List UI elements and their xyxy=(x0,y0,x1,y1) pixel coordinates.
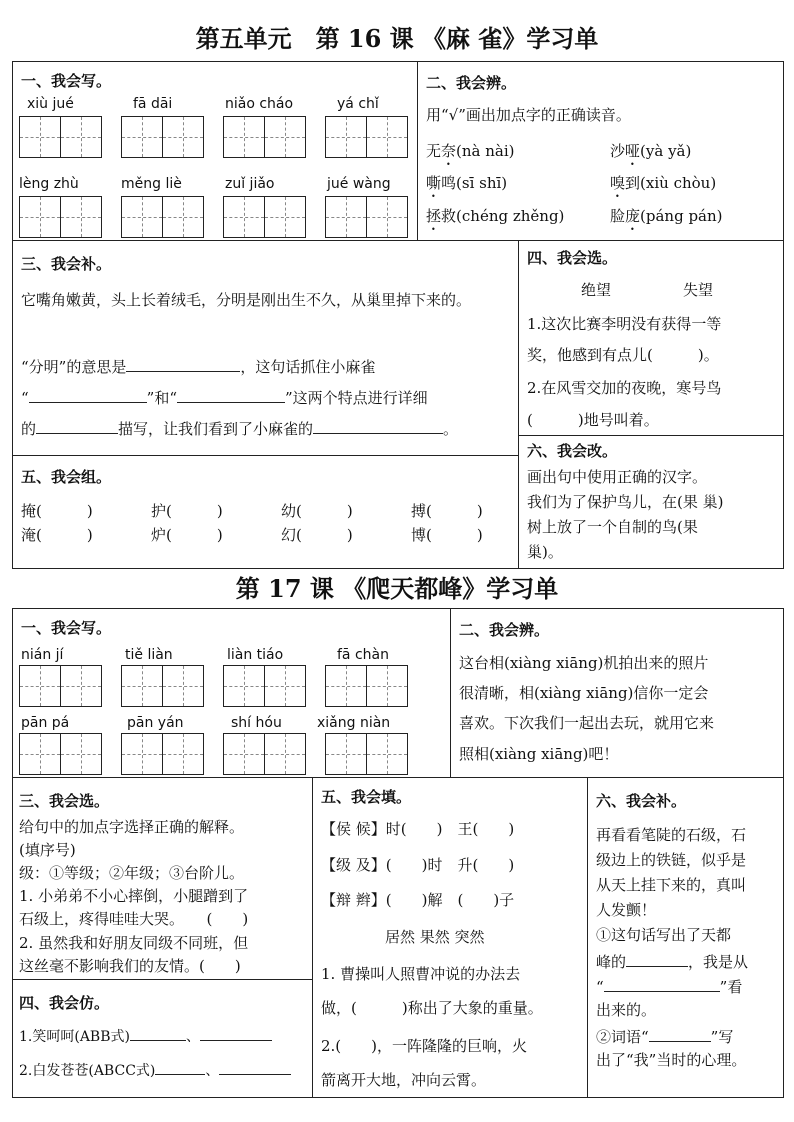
pinyin-choice[interactable] xyxy=(426,142,515,169)
l16-correct-heading: 六、我会改。 xyxy=(527,442,618,460)
fill-line xyxy=(21,356,375,376)
pinyin: xiǎng niàn xyxy=(317,715,391,731)
pinyin: fā chàn xyxy=(337,647,389,663)
question[interactable]: 奖，他感到有点儿( )。 xyxy=(527,346,719,364)
answer-blank[interactable] xyxy=(200,1026,272,1041)
pinyin: nián jí xyxy=(21,647,64,663)
writing-grid[interactable] xyxy=(325,196,367,238)
word-group[interactable]: 博( ) xyxy=(411,526,483,544)
writing-grid[interactable] xyxy=(162,196,204,238)
pinyin-choice[interactable] xyxy=(610,174,716,201)
pinyin-options: (yà yǎ) xyxy=(640,142,692,160)
answer-blank[interactable] xyxy=(177,387,285,403)
writing-grid[interactable] xyxy=(223,665,265,707)
pinyin: tiě liàn xyxy=(125,647,173,663)
l16-write-heading: 一、我会写。 xyxy=(21,72,112,90)
writing-grid[interactable] xyxy=(325,116,367,158)
fill-line xyxy=(21,387,428,407)
writing-grid[interactable] xyxy=(366,733,408,775)
line[interactable]: 做，( )称出了大象的重量。 xyxy=(321,999,543,1017)
word-part: 无 xyxy=(426,142,442,160)
fill-line xyxy=(21,418,458,438)
answer-blank[interactable] xyxy=(626,951,688,967)
pinyin-options: (nà nài) xyxy=(456,142,515,160)
writing-grid[interactable] xyxy=(223,733,265,775)
fill-line xyxy=(596,976,742,996)
l17-choose-heading: 三、我会选。 xyxy=(19,792,110,810)
writing-grid[interactable] xyxy=(325,733,367,775)
text: ，我是从 xyxy=(688,953,749,971)
text: “ xyxy=(596,978,604,996)
line[interactable]: 这台相(xiàng xiāng)机拍出来的照片 xyxy=(459,654,709,672)
writing-grid[interactable] xyxy=(162,665,204,707)
word-group[interactable]: 搏( ) xyxy=(411,502,483,520)
word-part: 沙 xyxy=(610,142,626,160)
l16-write-section xyxy=(12,61,418,241)
word-part: 到 xyxy=(625,174,641,192)
word-group[interactable]: 护( ) xyxy=(151,502,223,520)
text: ”写 xyxy=(710,1028,734,1046)
writing-grid[interactable] xyxy=(162,733,204,775)
lesson17-title: 第 17 课 《爬天都峰》学习单 xyxy=(235,574,559,603)
pinyin-choice[interactable] xyxy=(426,207,564,234)
pinyin: shí hóu xyxy=(231,715,282,731)
text: 峰的 xyxy=(596,953,627,971)
word-group[interactable]: 淹( ) xyxy=(21,526,93,544)
l17-distinguish-heading: 二、我会辨。 xyxy=(459,621,550,639)
word-group[interactable]: 幻( ) xyxy=(281,526,353,544)
l17-write-heading: 一、我会写。 xyxy=(21,619,112,637)
pinyin-choice[interactable] xyxy=(610,207,723,234)
answer-blank[interactable] xyxy=(126,356,240,372)
pinyin: pān yán xyxy=(127,715,184,731)
word-group[interactable]: 幼( ) xyxy=(281,502,353,520)
word-part: 鸣 xyxy=(441,174,457,192)
l16-choose-section xyxy=(518,240,784,436)
dotted-char: 奈 xyxy=(441,142,457,160)
line: 出来的。 xyxy=(596,1001,657,1019)
l17-fill-heading: 五、我会填。 xyxy=(321,788,412,806)
pinyin: liàn tiáo xyxy=(227,647,284,663)
writing-grid[interactable] xyxy=(19,733,61,775)
line: 出了“我”当时的心理。 xyxy=(596,1051,747,1069)
writing-grid[interactable] xyxy=(60,665,102,707)
writing-grid[interactable] xyxy=(366,665,408,707)
lesson16-title: 第五单元 第 16 课 《麻 雀》学习单 xyxy=(195,24,599,53)
writing-grid[interactable] xyxy=(366,116,408,158)
dotted-char: 嘶 xyxy=(426,174,442,192)
answer-blank[interactable] xyxy=(36,418,118,434)
writing-grid[interactable] xyxy=(19,116,61,158)
l17-supplement-heading: 六、我会补。 xyxy=(596,792,687,810)
fill-row[interactable]: 【侯 候】时( ) 王( ) xyxy=(321,820,515,838)
pinyin: niǎo cháo xyxy=(225,96,294,112)
answer-blank[interactable] xyxy=(219,1060,291,1075)
word-group[interactable]: 掩( ) xyxy=(21,502,93,520)
l16-group-heading: 五、我会组。 xyxy=(21,468,112,486)
text: ②词语“ xyxy=(596,1028,649,1046)
writing-grid[interactable] xyxy=(19,196,61,238)
writing-grid[interactable] xyxy=(325,665,367,707)
passage: 它嘴角嫩黄，头上长着绒毛，分明是刚出生不久，从巢里掉下来的。 xyxy=(21,291,472,309)
imitate-q2 xyxy=(19,1060,291,1080)
line: 1. 小弟弟不小心摔倒，小腿蹭到了 xyxy=(19,887,249,905)
line: 人发颤！ xyxy=(596,901,657,919)
writing-grid[interactable] xyxy=(264,665,306,707)
text: 的 xyxy=(21,420,37,438)
writing-grid[interactable] xyxy=(264,733,306,775)
fill-row[interactable]: 【级 及】( )时 升( ) xyxy=(321,856,515,874)
line: 1. 曹操叫人照曹冲说的办法去 xyxy=(321,965,521,983)
text: ”这两个特点进行详细 xyxy=(285,389,428,407)
text: ”看 xyxy=(719,978,743,996)
l16-group-section xyxy=(12,455,519,569)
writing-grid[interactable] xyxy=(264,116,306,158)
pinyin: měng liè xyxy=(121,176,182,192)
writing-grid[interactable] xyxy=(19,665,61,707)
line[interactable]: 巢)。 xyxy=(527,543,563,561)
text: ，这句话抓住小麻雀 xyxy=(240,358,376,376)
pinyin-options: (chéng zhěng) xyxy=(456,207,565,225)
pinyin: zuǐ jiǎo xyxy=(225,176,275,192)
answer-blank[interactable] xyxy=(313,418,443,434)
line: (填序号) xyxy=(19,841,76,859)
pinyin-choice[interactable] xyxy=(426,174,507,201)
text: 2.白发苍苍(ABCC式) xyxy=(19,1063,156,1079)
l17-fill-section xyxy=(312,777,588,1098)
pinyin-options: (páng pán) xyxy=(640,207,723,225)
imitate-q1 xyxy=(19,1026,272,1046)
line[interactable]: 树上放了一个自制的鸟(果 xyxy=(527,518,698,536)
pinyin: lèng zhù xyxy=(19,176,79,192)
dotted-char: 庞 xyxy=(625,207,641,225)
word-group[interactable]: 炉( ) xyxy=(151,526,223,544)
pinyin-choice[interactable] xyxy=(610,142,691,169)
answer-blank[interactable] xyxy=(29,387,147,403)
text: 描写，让我们看到了小麻雀的 xyxy=(118,420,314,438)
l16-distinguish-heading: 二、我会辨。 xyxy=(426,74,517,92)
pinyin: jué wàng xyxy=(327,176,391,192)
writing-grid[interactable] xyxy=(162,116,204,158)
writing-grid[interactable] xyxy=(121,665,163,707)
text: “ xyxy=(21,389,29,407)
writing-grid[interactable] xyxy=(264,196,306,238)
line: 级：①等级；②年级；③台阶儿。 xyxy=(19,864,245,882)
dotted-char: 嗅 xyxy=(610,174,626,192)
writing-grid[interactable] xyxy=(121,196,163,238)
l16-complete-section xyxy=(12,240,519,456)
writing-grid[interactable] xyxy=(60,116,102,158)
line[interactable]: 石级上，疼得哇哇大哭。 ( ) xyxy=(19,910,249,928)
question: 1.这次比赛李明没有获得一等 xyxy=(527,315,722,333)
line[interactable]: 很清晰，相(xiàng xiāng)信你一定会 xyxy=(459,684,709,702)
text: 。 xyxy=(443,420,459,438)
word-part: 救 xyxy=(441,207,457,225)
line: ①这句话写出了天都 xyxy=(596,926,732,944)
text: ”和“ xyxy=(146,389,178,407)
l17-supplement-section xyxy=(587,777,784,1098)
line: 喜欢。下次我们一起出去玩，就用它来 xyxy=(459,714,715,732)
question: 2.在风雪交加的夜晚，寒号鸟 xyxy=(527,379,722,397)
fill-row[interactable]: 【辩 辫】( )解 ( )子 xyxy=(321,891,515,909)
writing-grid[interactable] xyxy=(223,196,265,238)
question[interactable]: ( )地号叫着。 xyxy=(527,411,659,429)
dotted-char: 拯 xyxy=(426,207,442,225)
answer-blank[interactable] xyxy=(604,976,720,992)
writing-grid[interactable] xyxy=(366,196,408,238)
l16-distinguish-section xyxy=(417,61,784,241)
answer-blank[interactable] xyxy=(155,1060,205,1075)
line[interactable]: 2.( )，一阵隆隆的巨响，火 xyxy=(321,1037,528,1055)
l17-choose-section xyxy=(12,777,313,980)
writing-grid[interactable] xyxy=(121,733,163,775)
line: 画出句中使用正确的汉字。 xyxy=(527,468,708,486)
line[interactable]: 照相(xiàng xiāng)吧！ xyxy=(459,745,619,763)
option-word: 失望 xyxy=(683,281,714,299)
line: 级边上的铁链，似乎是 xyxy=(596,851,747,869)
writing-grid[interactable] xyxy=(223,116,265,158)
text: 、 xyxy=(185,1029,200,1045)
line: 再看看笔陡的石级，石 xyxy=(596,826,747,844)
word-part: 脸 xyxy=(610,207,626,225)
writing-grid[interactable] xyxy=(121,116,163,158)
fill-line xyxy=(596,1026,733,1046)
answer-blank[interactable] xyxy=(649,1026,711,1042)
pinyin-options: (xiù chòu) xyxy=(640,174,717,192)
writing-grid[interactable] xyxy=(60,196,102,238)
pinyin: yá chǐ xyxy=(337,96,379,112)
line: 2. 虽然我和好朋友同级不同班，但 xyxy=(19,934,249,952)
instruction: 用“√”画出加点字的正确读音。 xyxy=(426,106,631,124)
line: 箭离开大地，冲向云霄。 xyxy=(321,1071,487,1089)
l17-write-section xyxy=(12,608,451,778)
l17-imitate-heading: 四、我会仿。 xyxy=(19,994,110,1012)
answer-blank[interactable] xyxy=(130,1026,186,1041)
writing-grid[interactable] xyxy=(60,733,102,775)
line[interactable]: 我们为了保护鸟儿，在(果 巢) xyxy=(527,493,724,511)
l16-correct-section xyxy=(518,435,784,569)
option-words: 居然 果然 突然 xyxy=(385,928,485,946)
pinyin: pān pá xyxy=(21,715,70,731)
fill-line xyxy=(596,951,748,971)
dotted-char: 哑 xyxy=(625,142,641,160)
text: 1.笑呵呵(ABB式) xyxy=(19,1029,130,1045)
pinyin: xiù jué xyxy=(27,96,74,112)
l16-choose-heading: 四、我会选。 xyxy=(527,249,618,267)
l17-distinguish-section xyxy=(450,608,784,778)
pinyin: fā dāi xyxy=(133,96,173,112)
l16-complete-heading: 三、我会补。 xyxy=(21,255,112,273)
pinyin-options: (sī shī) xyxy=(456,174,508,192)
line: 从天上挂下来的，真叫 xyxy=(596,876,747,894)
l17-imitate-section xyxy=(12,979,313,1098)
text: “分明”的意思是 xyxy=(21,358,127,376)
line[interactable]: 这丝毫不影响我们的友情。( ) xyxy=(19,957,241,975)
option-word: 绝望 xyxy=(581,281,612,299)
line: 给句中的加点字选择正确的解释。 xyxy=(19,818,245,836)
text: 、 xyxy=(205,1063,220,1079)
